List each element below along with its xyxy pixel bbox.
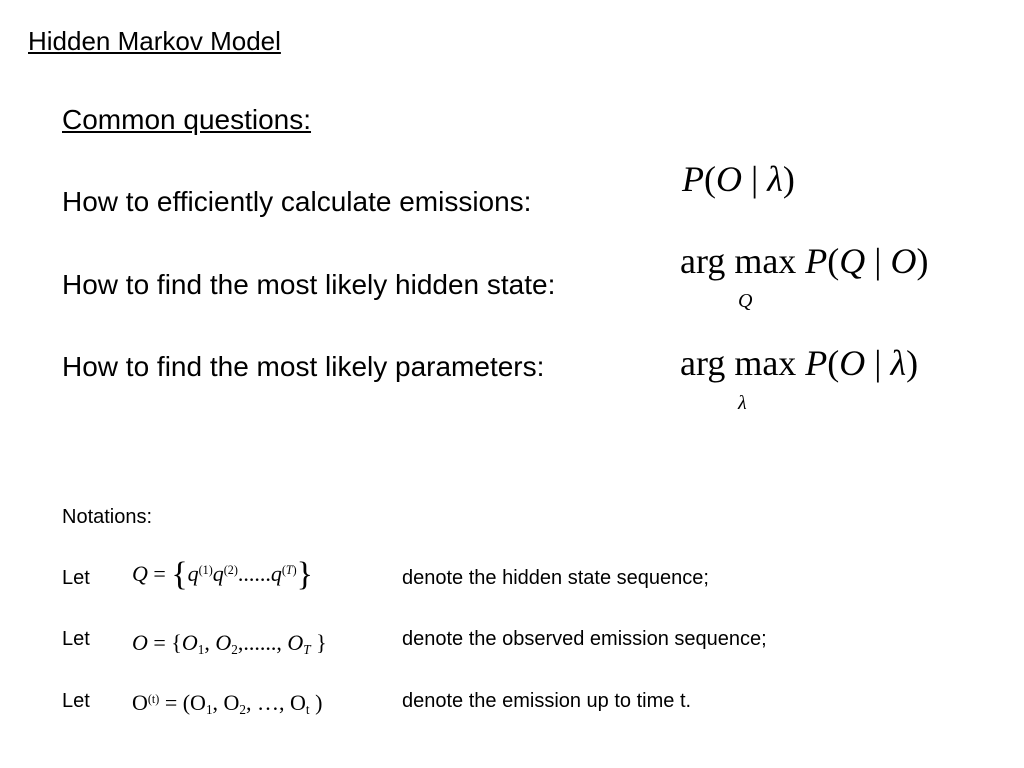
question-hidden-state: How to find the most likely hidden state: [62, 269, 556, 300]
hidden-state-description: denote the hidden state sequence; [402, 567, 709, 589]
emission-up-to-time-description: denote the emission up to time t. [402, 690, 692, 712]
formula-argmax-subscript-q: Q [738, 290, 753, 312]
formula-emission-up-to-time-t: $O^{(t)} = (O_1$, $O_2$, …, $O_t$ ) [132, 690, 323, 717]
formula-argmax-parameters: arg max P(O | λ) [680, 343, 919, 383]
question-parameters: How to find the most likely parameters: [62, 351, 545, 382]
notations-label: Notations: [62, 506, 153, 528]
let-label: Let [62, 690, 90, 712]
section-heading: Common questions: [62, 104, 312, 135]
formula-argmax-hidden-state: arg max P(Q | O) [680, 241, 929, 281]
formula-hidden-state-sequence: $Q = \{q^{(1)}q^{(2)}......q^{(T)}\}$ [132, 556, 313, 593]
observed-emission-description: denote the observed emission sequence; [402, 628, 767, 650]
slide-title: Hidden Markov Model [28, 26, 281, 56]
formula-observed-emission-sequence: $O = \{O_1$, $O_2$,......, $O_T$ } [132, 630, 327, 657]
formula-emission-probability: P(O | λ) [682, 159, 795, 199]
let-label: Let [62, 628, 90, 650]
formula-argmax-subscript-lambda: λ [738, 392, 747, 414]
let-label: Let [62, 567, 90, 589]
question-emissions: How to efficiently calculate emissions: [62, 186, 532, 217]
